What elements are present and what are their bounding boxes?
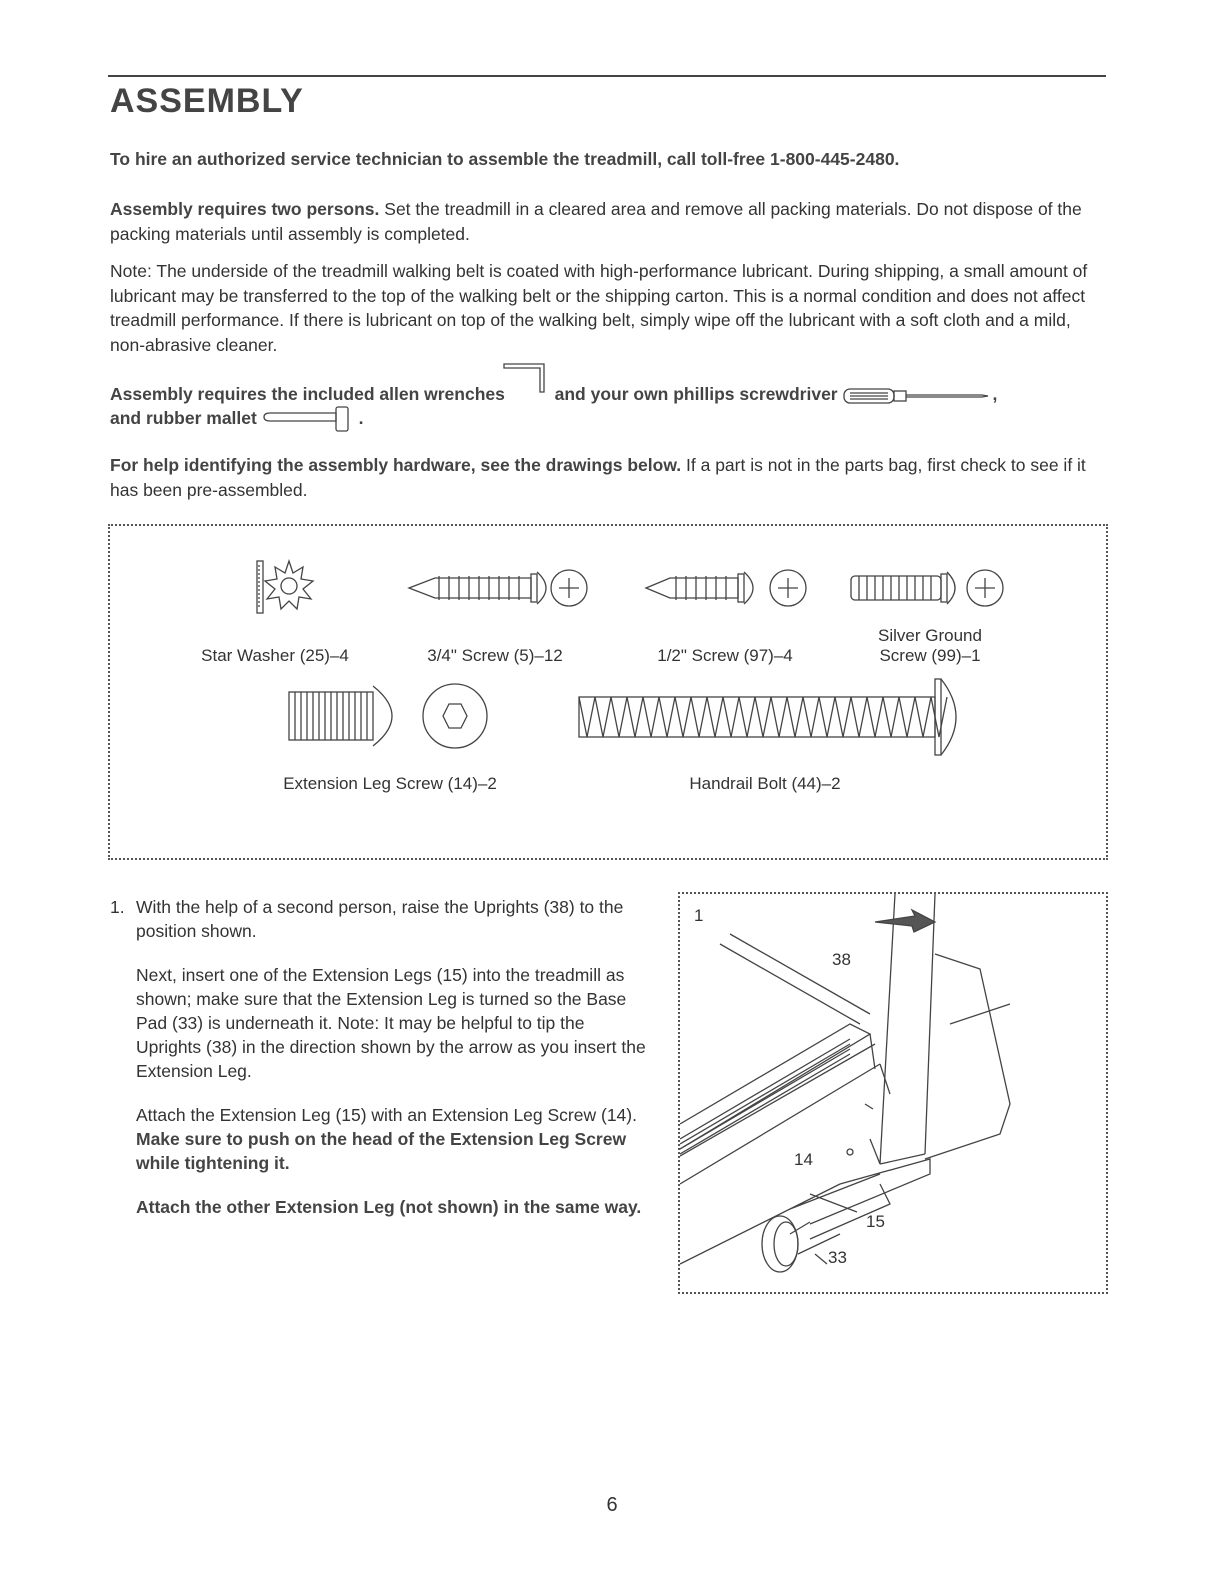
star-washer-label: Star Washer (25)–4 — [201, 646, 349, 665]
extension-leg-screw-icon — [285, 678, 515, 759]
silver-ground-label-line2: Screw (99)–1 — [879, 646, 981, 665]
two-persons-text: Set the treadmill in a cleared area and remove all packing materials. Do not dispose of the packing materials until assembly is completed. — [110, 199, 1082, 244]
step-1-paragraph-4 — [136, 1195, 650, 1219]
step-1-p3-text: Attach the Extension Leg (15) with an Extension Leg Screw (14). — [136, 1105, 637, 1125]
help-text: If a part is not in the parts bag, first check to see if it has been pre-assembled. — [110, 455, 1086, 500]
silver-ground-screw-label — [830, 626, 1030, 666]
tools-text-1: Assembly requires the included allen wrenches — [110, 384, 505, 404]
silver-ground-screw-icon — [845, 558, 1015, 623]
step-1-paragraph-3 — [136, 1103, 650, 1175]
step-1-paragraph-2: Next, insert one of the Extension Legs (15) into the treadmill as shown; make sure that the Extension Leg is turned so the Base Pad (33) is underneath it. Note: It may be helpful to tip the Uprights (38) in the direction shown by the arrow as you insert the Extension Leg. — [136, 965, 646, 1081]
half-inch-screw-label: 1/2" Screw (97)–4 — [657, 646, 793, 665]
callout-14: 14 — [794, 1150, 813, 1169]
page-number: 6 — [606, 1494, 618, 1516]
hire-technician-text — [110, 147, 1100, 172]
step-1-p4-bold: Attach the other Extension Leg (not shown) in the same way. — [136, 1197, 642, 1217]
step-number: 1. — [110, 897, 125, 917]
help-paragraph — [110, 453, 1100, 502]
callout-38: 38 — [832, 950, 851, 969]
treadmill-extension-leg-drawing — [680, 894, 1106, 1292]
note-paragraph: Note: The underside of the treadmill walking belt is coated with high-performance lubricant. During shipping, a small amount of lubricant may be transferred to the top of the walking belt or the shipping carton. This is a normal condition and does not affect treadmill performance. If there is lubricant on top of the walking belt, simply wipe off the lubricant with a soft cloth and a mild, non-abrasive cleaner. — [110, 261, 1088, 355]
two-persons-bold: Assembly requires two persons. — [110, 199, 380, 219]
handrail-bolt-icon — [575, 675, 965, 762]
two-persons-paragraph — [110, 197, 1100, 246]
callout-15: 15 — [866, 1212, 885, 1231]
rubber-mallet-icon — [262, 409, 354, 429]
figure-step-number: 1 — [694, 906, 704, 925]
step-1-figure — [678, 892, 1108, 1294]
page-title: ASSEMBLY — [110, 82, 304, 120]
silver-ground-label-line1: Silver Ground — [878, 626, 982, 645]
tools-text-2: and your own phillips screwdriver — [554, 384, 838, 404]
tools-text-4: and rubber mallet — [110, 408, 257, 428]
star-washer-icon — [255, 555, 315, 624]
extension-leg-screw-label: Extension Leg Screw (14)–2 — [283, 774, 497, 793]
hire-text: To hire an authorized service technician to assemble the treadmill, call toll-free 1-800-445-2480. — [110, 149, 900, 169]
handrail-bolt-label: Handrail Bolt (44)–2 — [689, 774, 841, 793]
three-quarter-screw-icon — [405, 558, 595, 623]
tools-text-5: . — [358, 408, 364, 428]
tools-text-3: , — [992, 384, 998, 404]
step-1-p3-bold: Make sure to push on the head of the Extension Leg Screw while tightening it. — [136, 1129, 627, 1173]
allen-wrench-icon — [510, 380, 550, 400]
half-inch-screw-icon — [640, 558, 820, 623]
help-bold: For help identifying the assembly hardware, see the drawings below. — [110, 455, 682, 475]
step-1-paragraph-1: With the help of a second person, raise the Uprights (38) to the position shown. — [136, 897, 624, 941]
phillips-screwdriver-icon — [842, 387, 992, 403]
tools-paragraph — [110, 380, 1100, 430]
step-1-instructions — [110, 895, 650, 1239]
three-quarter-screw-label: 3/4" Screw (5)–12 — [427, 646, 563, 665]
top-rule — [108, 75, 1106, 77]
callout-33: 33 — [828, 1248, 847, 1267]
